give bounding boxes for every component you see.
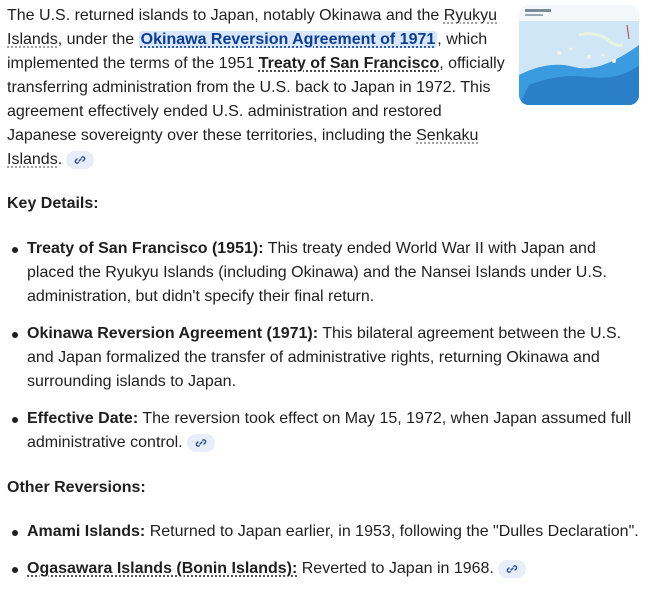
source-link-chip[interactable] <box>498 560 526 578</box>
intro-text-2: , under the <box>57 31 139 48</box>
intro-text-3: , which implemented the terms of the 1951 <box>7 31 488 72</box>
list-item <box>7 407 647 455</box>
other-reversions-heading: Other Reversions: <box>7 479 146 496</box>
link-icon <box>506 563 518 575</box>
map-thumbnail[interactable] <box>519 5 639 105</box>
key-details-list <box>7 237 647 455</box>
key-details-heading: Key Details: <box>7 195 99 212</box>
senkaku-islands-link[interactable]: Senkaku Islands <box>7 127 479 168</box>
ogasawara-islands-link[interactable]: Ogasawara Islands (Bonin Islands): <box>27 560 298 577</box>
treaty-of-san-francisco-link[interactable]: Treaty of San Francisco <box>258 55 440 72</box>
list-item <box>7 237 647 309</box>
intro-text-1: The U.S. returned islands to Japan, notably Okinawa and the <box>7 7 444 24</box>
list-item-text: The reversion took effect on May 15, 1972, when Japan assumed full administrative control. <box>27 410 632 451</box>
list-item-term: Effective Date: <box>27 410 139 427</box>
list-item-text: This treaty ended World War II with Japan and placed the Ryukyu Islands (including Okinawa) and the Nansei Islands under U.S. administration, but didn't specify their final return. <box>27 240 607 305</box>
list-item <box>7 557 647 581</box>
list-item-text: Returned to Japan earlier, in 1953, following the "Dulles Declaration". <box>145 523 639 540</box>
other-reversions-list <box>7 520 647 581</box>
list-item-term: Amami Islands: <box>27 523 146 540</box>
intro-text <box>7 4 507 172</box>
okinawa-reversion-agreement-link[interactable]: Okinawa Reversion Agreement of 1971 <box>140 31 436 48</box>
ryukyu-islands-link[interactable]: Ryukyu Islands <box>7 7 498 48</box>
list-item-text: This bilateral agreement between the U.S. and Japan formalized the transfer of administrative rights, returning Okinawa and surrounding islands to Japan. <box>27 325 622 390</box>
list-item-text: Reverted to Japan in 1968. <box>297 560 494 577</box>
list-item <box>7 520 647 544</box>
list-item-term: Okinawa Reversion Agreement (1971): <box>27 325 319 342</box>
intro-text-4: , officially transferring administration from the U.S. back to Japan in 1972. This agreement effectively ended U.S. administration and restored Japanese sovereignty over these territories, including the <box>7 55 505 144</box>
link-icon <box>74 154 86 166</box>
source-link-chip[interactable] <box>66 151 94 169</box>
map-image <box>519 5 639 105</box>
intro-paragraph <box>7 4 507 172</box>
intro-text-5: . <box>57 151 63 168</box>
link-icon <box>195 437 207 449</box>
list-item-term: Treaty of San Francisco (1951): <box>27 240 264 257</box>
source-link-chip[interactable] <box>187 434 215 452</box>
list-item <box>7 322 647 394</box>
